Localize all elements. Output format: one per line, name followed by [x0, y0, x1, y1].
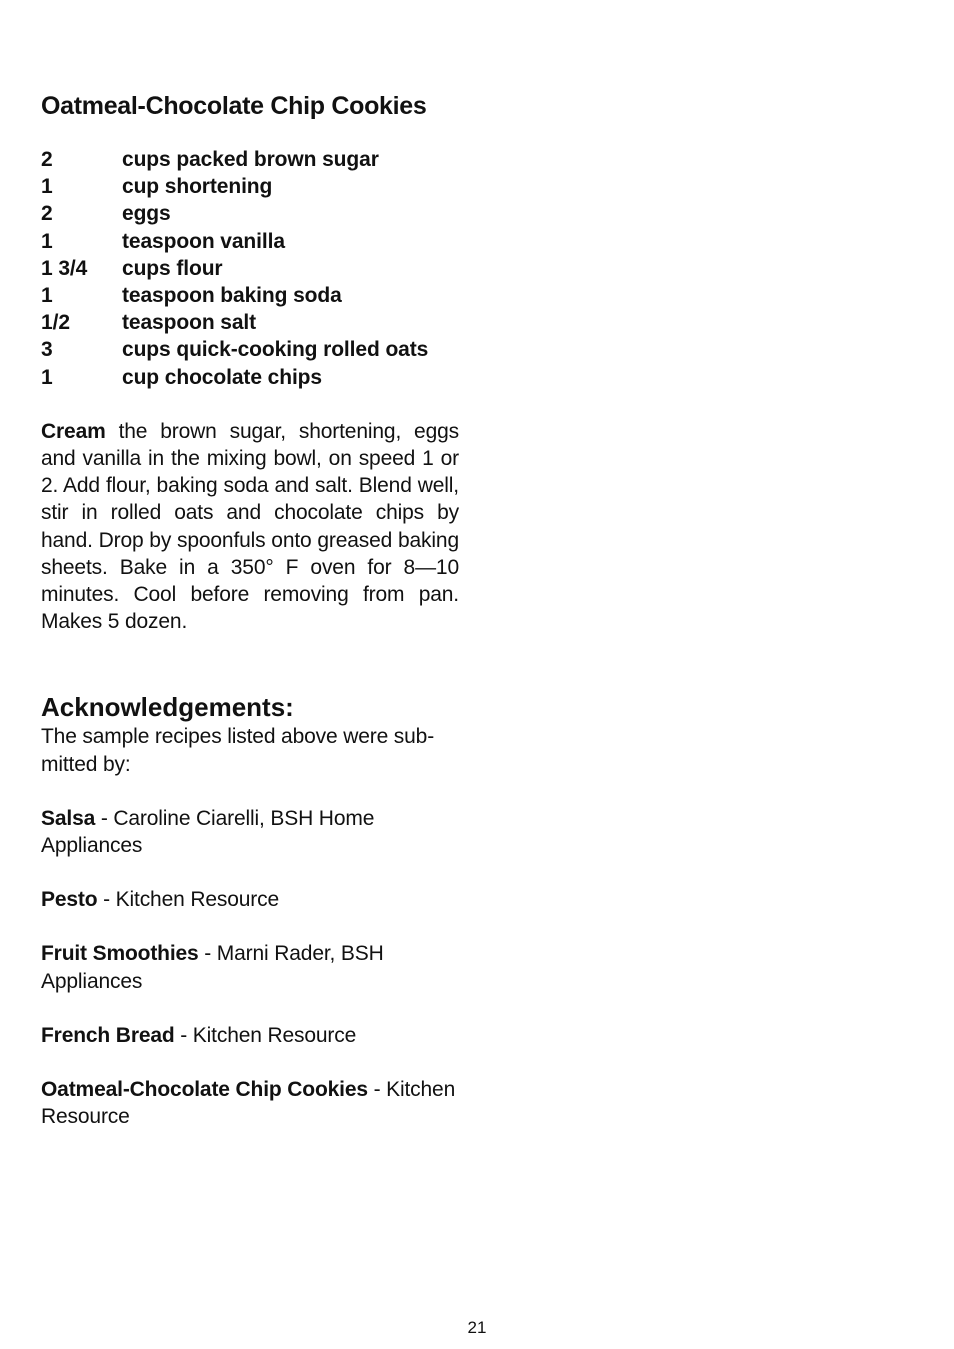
ingredient-name: teaspoon vanilla	[122, 229, 285, 253]
credit-source: - Marni Rader, BSH Appliances	[41, 942, 384, 993]
recipe-title: Oatmeal-Chocolate Chip Cookies	[41, 92, 427, 120]
ingredient-row	[41, 364, 459, 391]
ingredient-name: cups quick-cooking rolled oats	[122, 338, 429, 362]
credit-recipe-name: Salsa	[41, 806, 96, 830]
ingredient-name: eggs	[122, 202, 171, 226]
credit-source: - Kitchen Resource	[97, 888, 280, 912]
credit-item	[41, 805, 459, 860]
ingredient-quantity: 2	[41, 202, 53, 226]
ingredient-row	[41, 146, 459, 173]
ingredient-row	[41, 200, 459, 227]
credit-source: - Caroline Ciarelli, BSH Home Appliances	[41, 806, 375, 858]
ingredient-row	[41, 282, 459, 309]
credit-list	[41, 805, 459, 1131]
acknowledgements-heading: Acknowledgements:	[41, 692, 294, 723]
ingredient-name: cups flour	[122, 256, 223, 280]
credit-item	[41, 1022, 459, 1050]
credit-item	[41, 886, 459, 914]
ingredient-quantity: 1	[41, 229, 53, 253]
ingredient-quantity: 1	[41, 284, 53, 308]
ingredient-row	[41, 173, 459, 200]
ingredient-name: teaspoon salt	[122, 311, 257, 335]
ingredient-quantity: 3	[41, 338, 53, 362]
ingredient-name: cup shortening	[122, 175, 273, 199]
credit-source: - Kitchen Resource	[41, 1077, 456, 1129]
credit-recipe-name: Fruit Smoothies	[41, 942, 199, 966]
credit-recipe-name: French Bread	[41, 1023, 175, 1047]
method-lead-word: Cream	[41, 419, 106, 443]
credit-item	[41, 940, 459, 995]
ingredient-quantity: 1 3/4	[41, 256, 88, 280]
ingredient-row	[41, 228, 459, 255]
page-number: 21	[467, 1318, 487, 1337]
credit-recipe-name: Oatmeal-Chocolate Chip Cookies	[41, 1077, 368, 1101]
ingredient-quantity: 1/2	[41, 311, 70, 335]
acknowledgements-intro: The sample recipes listed above were sub-mitted by:	[41, 725, 435, 776]
ingredient-name: cup chocolate chips	[122, 365, 322, 389]
ingredient-quantity: 1	[41, 365, 53, 389]
ingredient-name: cups packed brown sugar	[122, 148, 379, 171]
ingredient-quantity: 2	[41, 148, 53, 171]
ingredient-row	[41, 309, 459, 336]
method-paragraph	[41, 418, 459, 636]
credit-source: - Kitchen Resource	[174, 1023, 357, 1047]
ingredient-name: teaspoon baking soda	[122, 284, 342, 308]
method-text: the brown sugar, shortening, eggs and vanilla in the mixing bowl, on speed 1 or 2. Add flour, baking soda and salt. Blend well, stir in rolled oats and chocolate chips by hand. Drop by spoonfuls onto greased baking sheets. Bake in a 350° F oven for 8—10 minutes. Cool before removing from pan. Makes 5 dozen.	[41, 419, 459, 634]
ingredient-row	[41, 255, 459, 282]
recipe-column	[41, 88, 459, 1131]
credit-recipe-name: Pesto	[41, 888, 98, 912]
ingredient-row	[41, 336, 459, 363]
ingredient-quantity: 1	[41, 175, 53, 199]
ingredient-list	[41, 146, 459, 391]
credit-item	[41, 1076, 459, 1131]
